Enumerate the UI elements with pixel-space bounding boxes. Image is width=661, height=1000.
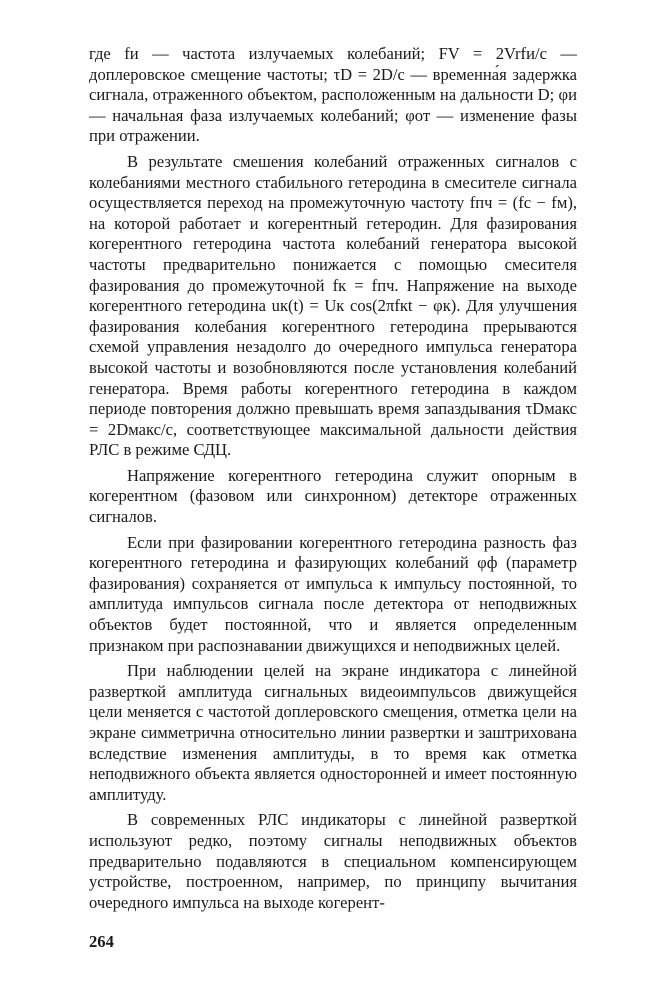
paragraph-5: При наблюдении целей на экране индикатора с линейной разверткой амплитуда сигнальных видеоимпульсов движущейся цели меняется с частотой доплеровского смещения, отметка цели на экране симметрична относительно линии развертки и заштрихована вследствие изменения амплитуды, в то время как отметка неподвижного объекта является односторонней и имеет постоянную амплитуду. bbox=[89, 661, 577, 804]
paragraph-6: В современных РЛС индикаторы с линейной разверткой используют редко, поэтому сигналы неподвижных объектов предварительно подавляются в специальном компенсирующем устройстве, построенном, например, по принципу вычитания очередного импульса на выходе когерент- bbox=[89, 810, 577, 912]
page-number: 264 bbox=[89, 932, 114, 951]
paragraph-4: Если при фазировании когерентного гетеродина разность фаз когерентного гетеродина и фазирующих колебаний φф (параметр фазирования) сохраняется от импульса к импульсу постоянной, то амплитуда импульсов сигнала после детектора от неподвижных объектов будет постоянной, что и является определенным признаком при распознавании движущихся и неподвижных целей. bbox=[89, 532, 577, 655]
paragraph-3: Напряжение когерентного гетеродина служит опорным в когерентном (фазовом или синхронном) детекторе отраженных сигналов. bbox=[89, 465, 577, 527]
paragraph-1: где fи — частота излучаемых колебаний; FV = 2Vrfи/c — доплеровское смещение частоты; τD = 2D/c — временна́я задержка сигнала, отраженного объектом, расположенным на дальности D; φи — начальная фаза излучаемых колебаний; φот — изменение фазы при отражении. bbox=[89, 44, 577, 146]
paragraph-2: В результате смешения колебаний отраженных сигналов с колебаниями местного стабильного гетеродина в смесителе сигнала осуществляется переход на промежуточную частоту fпч = (fс − fм), на которой работает и когерентный гетеродин. Для фазирования когерентного гетеродина частота колебаний генератора высокой частоты предварительно понижается с помощью смесителя фазирования до промежуточной fк = fпч. Напряжение на выходе когерентного гетеродина uк(t) = Uк cos(2πfкt − φк). Для улучшения фазирования колебания когерентного гетеродина прерываются схемой управления незадолго до очередного импульса генератора высокой частоты и возобновляются после установления колебаний генератора. Время работы когерентного гетеродина в каждом периоде повторения должно превышать время запаздывания τDмакс = 2Dмакс/c, соответствующее максимальной дальности действия РЛС в режиме СДЦ. bbox=[89, 151, 577, 460]
page-body bbox=[89, 44, 577, 913]
